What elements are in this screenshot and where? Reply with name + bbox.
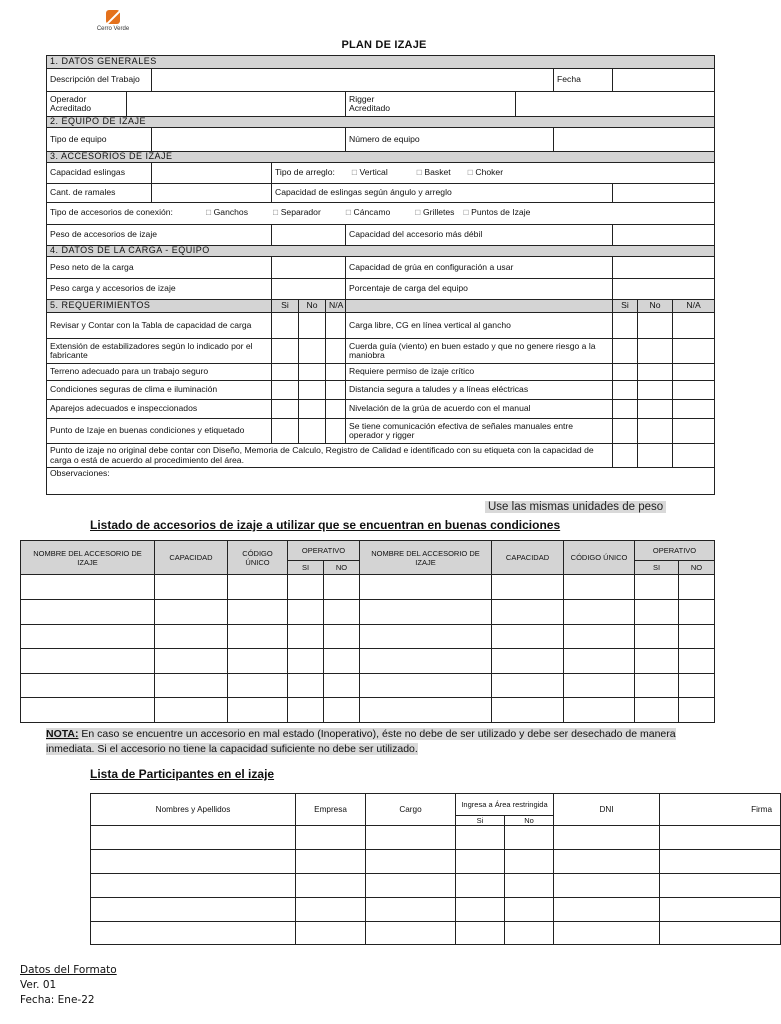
conexion-grilletes-option[interactable]	[415, 207, 455, 217]
section-equipo-izaje: 2. EQUIPO DE IZAJE	[47, 117, 715, 128]
req-no-cell[interactable]	[638, 419, 673, 444]
table-cell[interactable]	[679, 600, 715, 625]
table-cell[interactable]	[21, 600, 155, 625]
requerimiento-item: Condiciones seguras de clima e iluminación	[47, 381, 272, 400]
table-row	[21, 600, 715, 625]
table-cell[interactable]	[296, 898, 366, 922]
fecha-label: Fecha	[554, 69, 613, 92]
table-cell[interactable]	[660, 850, 781, 874]
section-datos-generales: 1. DATOS GENERALES	[47, 56, 715, 69]
operador-label-2: Acreditado	[50, 103, 92, 113]
requerimiento-item: Punto de Izaje en buenas condiciones y etiquetado	[47, 419, 272, 444]
table-cell[interactable]	[228, 649, 288, 674]
col-capacidad-2: CAPACIDAD	[492, 541, 564, 575]
puntos-izaje-label: Puntos de Izaje	[471, 207, 531, 218]
req-no-cell[interactable]	[299, 339, 326, 364]
table-row	[47, 313, 715, 339]
section-datos-carga: 4. DATOS DE LA CARGA - EQUIPO	[47, 246, 715, 257]
req-na-header: N/A	[326, 300, 346, 313]
requerimiento-item: Extensión de estabilizadores según lo indicado por el fabricante	[47, 339, 272, 364]
peso-neto-field[interactable]	[272, 257, 346, 279]
req-na-cell[interactable]	[673, 364, 715, 381]
req-no-header: No	[299, 300, 326, 313]
conexion-cancamo-option[interactable]	[345, 207, 390, 217]
req-na-cell[interactable]	[673, 313, 715, 339]
choker-label: Choker	[475, 166, 504, 177]
table-cell[interactable]	[324, 575, 360, 600]
conexion-ganchos-option[interactable]	[205, 207, 248, 217]
col-cargo: Cargo	[366, 794, 456, 826]
req-si-cell[interactable]	[272, 400, 299, 419]
table-cell[interactable]	[456, 874, 505, 898]
table-cell[interactable]	[492, 649, 564, 674]
col-nombre-accesorio-2: NOMBRE DEL ACCESORIO DE IZAJE	[360, 541, 492, 575]
table-cell[interactable]	[679, 674, 715, 698]
req-si-cell[interactable]	[613, 419, 638, 444]
req-si-cell[interactable]	[613, 339, 638, 364]
nota-paragraph	[46, 727, 696, 756]
separador-label: Separador	[280, 207, 321, 218]
table-cell[interactable]	[228, 625, 288, 649]
table-cell[interactable]	[228, 600, 288, 625]
table-cell[interactable]	[288, 625, 324, 649]
cant-ramales-field[interactable]	[152, 184, 272, 203]
table-cell[interactable]	[155, 600, 228, 625]
table-cell[interactable]	[288, 674, 324, 698]
checkbox-icon: ☐	[414, 210, 421, 218]
table-cell[interactable]	[360, 649, 492, 674]
req-si-cell[interactable]	[613, 364, 638, 381]
table-row	[91, 898, 781, 922]
table-cell[interactable]	[554, 922, 660, 945]
table-cell[interactable]	[492, 600, 564, 625]
company-logo	[90, 10, 136, 32]
requerimiento-item: Cuerda guía (viento) en buen estado y que no genere riesgo a la maniobra	[346, 339, 613, 364]
table-row	[21, 625, 715, 649]
numero-equipo-field[interactable]	[554, 128, 715, 152]
checkbox-icon: ☐	[416, 169, 423, 177]
table-cell[interactable]	[635, 674, 679, 698]
req-si-cell[interactable]	[272, 364, 299, 381]
table-cell[interactable]	[635, 600, 679, 625]
accesorios-table	[20, 540, 715, 723]
table-cell[interactable]	[296, 874, 366, 898]
nota-highlight	[46, 728, 676, 755]
table-cell[interactable]	[91, 874, 296, 898]
table-cell[interactable]	[660, 874, 781, 898]
requerimiento-item: Aparejos adecuados e inspeccionados	[47, 400, 272, 419]
capacidad-debil-field[interactable]	[613, 225, 715, 246]
req-si-cell[interactable]	[613, 313, 638, 339]
checkbox-icon: ☐	[467, 169, 474, 177]
peso-carga-field[interactable]	[272, 279, 346, 300]
capacidad-eslingas-field[interactable]	[152, 163, 272, 184]
table-cell[interactable]	[505, 826, 554, 850]
capacidad-debil-label: Capacidad del accesorio más débil	[346, 225, 613, 246]
observaciones-field[interactable]	[47, 468, 715, 495]
req-no-cell[interactable]	[299, 381, 326, 400]
table-cell[interactable]	[324, 674, 360, 698]
req-na-cell[interactable]	[673, 400, 715, 419]
table-cell[interactable]	[324, 600, 360, 625]
req-no-cell[interactable]	[299, 313, 326, 339]
table-cell[interactable]	[21, 625, 155, 649]
operador-label-1: Operador	[50, 93, 87, 104]
table-cell[interactable]	[505, 874, 554, 898]
col-ingresa-area: Ingresa a Área restringida	[456, 794, 554, 816]
porcentaje-label: Porcentaje de carga del equipo	[346, 279, 613, 300]
table-row	[91, 922, 781, 945]
descripcion-field[interactable]	[152, 69, 554, 92]
table-cell[interactable]	[366, 826, 456, 850]
cancamo-label: Cáncamo	[353, 207, 391, 218]
peso-accesorios-field[interactable]	[272, 225, 346, 246]
table-cell[interactable]	[360, 698, 492, 723]
participantes-table	[90, 793, 781, 945]
arreglo-basket-option[interactable]	[416, 167, 451, 177]
col-si-2: SI	[635, 561, 679, 575]
table-cell[interactable]	[288, 698, 324, 723]
req-si-cell[interactable]	[613, 381, 638, 400]
listado-accesorios-title: Listado de accesorios de izaje a utilizar que se encuentran en buenas condiciones	[90, 518, 561, 532]
unidades-peso-note: Use las mismas unidades de peso	[485, 501, 666, 513]
table-cell[interactable]	[366, 874, 456, 898]
table-cell[interactable]	[91, 922, 296, 945]
table-cell[interactable]	[456, 850, 505, 874]
format-version: Ver. 01	[20, 979, 57, 991]
participantes-title: Lista de Participantes en el izaje	[90, 767, 275, 781]
req-si-cell[interactable]	[272, 419, 299, 444]
table-cell[interactable]	[360, 625, 492, 649]
capacidad-grua-label: Capacidad de grúa en configuración a usar	[346, 257, 613, 279]
table-cell[interactable]	[296, 850, 366, 874]
fecha-field[interactable]	[613, 69, 715, 92]
table-cell[interactable]	[635, 698, 679, 723]
table-cell[interactable]	[91, 850, 296, 874]
table-cell[interactable]	[324, 698, 360, 723]
req-na-cell[interactable]	[673, 381, 715, 400]
capacidad-angulo-label: Capacidad de eslingas según ángulo y arreglo	[272, 184, 613, 203]
col-operativo-2: OPERATIVO	[635, 541, 715, 561]
table-cell[interactable]	[564, 698, 635, 723]
grilletes-label: Grilletes	[422, 207, 455, 218]
table-cell[interactable]	[635, 575, 679, 600]
table-cell[interactable]	[564, 600, 635, 625]
vertical-label: Vertical	[359, 166, 388, 177]
requerimiento-item: Carga libre, CG en línea vertical al gancho	[346, 313, 613, 339]
table-cell[interactable]	[155, 674, 228, 698]
req-si-cell[interactable]	[272, 313, 299, 339]
table-cell[interactable]	[660, 898, 781, 922]
page-title: PLAN DE IZAJE	[341, 39, 427, 51]
col-no-2: NO	[679, 561, 715, 575]
observaciones-label: Observaciones:	[50, 468, 110, 478]
operador-field[interactable]	[127, 92, 346, 117]
col-ingresa-si: Si	[456, 816, 505, 826]
table-cell[interactable]	[564, 649, 635, 674]
checkbox-icon: ☐	[272, 210, 279, 218]
table-cell[interactable]	[505, 922, 554, 945]
table-cell[interactable]	[505, 898, 554, 922]
table-cell[interactable]	[456, 826, 505, 850]
req-no-cell[interactable]	[638, 400, 673, 419]
peso-carga-label: Peso carga y accesorios de izaje	[47, 279, 272, 300]
tipo-equipo-field[interactable]	[152, 128, 346, 152]
table-cell[interactable]	[679, 625, 715, 649]
tipo-conexion-row	[47, 203, 715, 225]
table-row	[91, 850, 781, 874]
table-cell[interactable]	[288, 649, 324, 674]
ganchos-label: Ganchos	[213, 207, 249, 218]
conexion-puntos-option[interactable]	[463, 207, 531, 217]
table-cell[interactable]	[21, 649, 155, 674]
req-no-header-2: No	[638, 300, 673, 313]
tipo-arreglo-row	[272, 163, 715, 184]
punto-original-note: Punto de izaje no original debe contar con Diseño, Memoria de Calculo, Registro de Calidad e identificado con su etiqueta con la capacidad de carga o está de acuerdo al procedimiento del área.	[47, 444, 613, 468]
table-row	[47, 364, 715, 381]
table-cell[interactable]	[91, 826, 296, 850]
table-cell[interactable]	[492, 625, 564, 649]
table-cell[interactable]	[366, 850, 456, 874]
col-codigo-unico-2: CÓDIGO ÚNICO	[564, 541, 635, 575]
cant-ramales-label: Cant. de ramales	[47, 184, 152, 203]
col-ingresa-no: No	[505, 816, 554, 826]
nota-text: En caso se encuentre un accesorio en mal estado (Inoperativo), éste no debe de ser utilizado y debe ser desechado de manera inmediata. Si el accesorio no tiene la capacidad suficiente no debe ser utilizado.	[46, 728, 676, 755]
requerimiento-item: Distancia segura a taludes y a líneas eléctricas	[346, 381, 613, 400]
table-cell[interactable]	[360, 600, 492, 625]
table-cell[interactable]	[288, 600, 324, 625]
requerimiento-item: Nivelación de la grúa de acuerdo con el manual	[346, 400, 613, 419]
table-row	[47, 419, 715, 444]
table-cell[interactable]	[21, 575, 155, 600]
table-cell[interactable]	[21, 698, 155, 723]
table-cell[interactable]	[554, 826, 660, 850]
table-cell[interactable]	[228, 674, 288, 698]
req-no-cell[interactable]	[638, 381, 673, 400]
checkbox-icon: ☐	[205, 210, 212, 218]
table-cell[interactable]	[679, 649, 715, 674]
table-cell[interactable]	[492, 674, 564, 698]
conexion-separador-option[interactable]	[272, 207, 320, 217]
table-cell[interactable]	[564, 625, 635, 649]
table-cell[interactable]	[288, 575, 324, 600]
col-nombres: Nombres y Apellidos	[91, 794, 296, 826]
col-nombre-accesorio: NOMBRE DEL ACCESORIO DE IZAJE	[21, 541, 155, 575]
col-codigo-unico: CÓDIGO ÚNICO	[228, 541, 288, 575]
table-cell[interactable]	[456, 898, 505, 922]
req-no-cell[interactable]	[638, 339, 673, 364]
requerimiento-item: Requiere permiso de izaje crítico	[346, 364, 613, 381]
col-firma: Firma	[660, 794, 781, 826]
req-na-cell[interactable]	[673, 339, 715, 364]
table-cell[interactable]	[360, 575, 492, 600]
logo-icon	[106, 10, 120, 24]
porcentaje-field[interactable]	[613, 279, 715, 300]
peso-neto-label: Peso neto de la carga	[47, 257, 272, 279]
table-cell[interactable]	[660, 826, 781, 850]
rigger-field[interactable]	[516, 92, 715, 117]
table-row	[21, 575, 715, 600]
req-si-header: Si	[272, 300, 299, 313]
rigger-label-1: Rigger	[349, 93, 375, 104]
req-si-cell[interactable]	[613, 400, 638, 419]
checkbox-icon: ☐	[351, 169, 358, 177]
req-si-cell[interactable]	[272, 381, 299, 400]
table-row	[21, 649, 715, 674]
table-row	[47, 339, 715, 364]
checkbox-icon: ☐	[462, 210, 470, 218]
requerimiento-item: Se tiene comunicación efectiva de señales manuales entre operador y rigger	[346, 419, 613, 444]
requerimiento-item: Revisar y Contar con la Tabla de capacidad de carga	[47, 313, 272, 339]
req-na-cell[interactable]	[326, 364, 346, 381]
table-cell[interactable]	[155, 625, 228, 649]
table-cell[interactable]	[635, 649, 679, 674]
col-operativo: OPERATIVO	[288, 541, 360, 561]
req-si-cell[interactable]	[272, 339, 299, 364]
req-na-cell[interactable]	[326, 339, 346, 364]
plan-izaje-form	[46, 55, 715, 495]
tipo-arreglo-label: Tipo de arreglo:	[275, 166, 335, 177]
requerimiento-item: Terreno adecuado para un trabajo seguro	[47, 364, 272, 381]
table-cell[interactable]	[635, 625, 679, 649]
arreglo-vertical-option[interactable]	[351, 167, 387, 177]
table-cell[interactable]	[456, 922, 505, 945]
req-no-cell[interactable]	[638, 364, 673, 381]
req-no-cell[interactable]	[299, 400, 326, 419]
numero-equipo-label: Número de equipo	[346, 128, 554, 152]
table-row	[21, 674, 715, 698]
basket-label: Basket	[424, 166, 451, 177]
col-no: NO	[324, 561, 360, 575]
req-na-cell[interactable]	[326, 400, 346, 419]
tipo-conexion-label: Tipo de accesorios de conexión:	[50, 207, 173, 218]
table-cell[interactable]	[564, 674, 635, 698]
table-cell[interactable]	[660, 922, 781, 945]
table-cell[interactable]	[492, 698, 564, 723]
table-cell[interactable]	[91, 898, 296, 922]
tipo-equipo-label: Tipo de equipo	[47, 128, 152, 152]
table-cell[interactable]	[492, 575, 564, 600]
section-accesorios-izaje: 3. ACCESORIOS DE IZAJE	[47, 152, 715, 163]
table-cell[interactable]	[296, 826, 366, 850]
table-cell[interactable]	[155, 649, 228, 674]
section-requerimientos: 5. REQUERIMIENTOS	[47, 300, 272, 313]
table-cell[interactable]	[505, 850, 554, 874]
peso-accesorios-label: Peso de accesorios de izaje	[47, 225, 272, 246]
capacidad-grua-field[interactable]	[613, 257, 715, 279]
req-na-header-2: N/A	[673, 300, 715, 313]
capacidad-eslingas-label: Capacidad eslingas	[47, 163, 152, 184]
checkbox-icon: ☐	[345, 210, 352, 218]
req-no-cell[interactable]	[638, 313, 673, 339]
table-row	[91, 874, 781, 898]
req-header-spacer	[346, 300, 613, 313]
table-cell[interactable]	[228, 698, 288, 723]
table-cell[interactable]	[679, 575, 715, 600]
col-dni: DNI	[554, 794, 660, 826]
datos-formato-title: Datos del Formato	[20, 964, 117, 976]
col-empresa: Empresa	[296, 794, 366, 826]
rigger-label	[346, 92, 516, 117]
req-na-cell[interactable]	[326, 313, 346, 339]
table-cell[interactable]	[554, 874, 660, 898]
table-cell[interactable]	[324, 625, 360, 649]
table-cell[interactable]	[155, 698, 228, 723]
operador-label	[47, 92, 127, 117]
capacidad-angulo-field[interactable]	[613, 184, 715, 203]
col-si: SI	[288, 561, 324, 575]
req-na-cell[interactable]	[326, 381, 346, 400]
table-cell[interactable]	[21, 674, 155, 698]
table-cell[interactable]	[564, 575, 635, 600]
arreglo-choker-option[interactable]	[467, 167, 503, 177]
table-cell[interactable]	[296, 922, 366, 945]
req-no-cell[interactable]	[638, 444, 673, 468]
table-cell[interactable]	[554, 898, 660, 922]
table-row	[47, 444, 715, 468]
table-row	[47, 400, 715, 419]
req-no-cell[interactable]	[299, 364, 326, 381]
nota-label: NOTA:	[46, 728, 79, 740]
table-row	[21, 698, 715, 723]
table-cell[interactable]	[228, 575, 288, 600]
req-si-header-2: Si	[613, 300, 638, 313]
descripcion-label: Descripción del Trabajo	[47, 69, 152, 92]
logo-text: Cerro Verde	[96, 26, 130, 32]
table-cell[interactable]	[366, 898, 456, 922]
table-cell[interactable]	[360, 674, 492, 698]
req-na-cell[interactable]	[673, 444, 715, 468]
datos-formato	[20, 963, 117, 1008]
table-cell[interactable]	[679, 698, 715, 723]
table-cell[interactable]	[366, 922, 456, 945]
format-date: Fecha: Ene-22	[20, 994, 95, 1006]
table-cell[interactable]	[324, 649, 360, 674]
req-na-cell[interactable]	[673, 419, 715, 444]
table-row	[91, 826, 781, 850]
table-cell[interactable]	[155, 575, 228, 600]
table-cell[interactable]	[554, 850, 660, 874]
rigger-label-2: Acreditado	[349, 103, 391, 113]
table-row	[47, 381, 715, 400]
col-capacidad: CAPACIDAD	[155, 541, 228, 575]
req-si-cell[interactable]	[613, 444, 638, 468]
req-no-cell[interactable]	[299, 419, 326, 444]
req-na-cell[interactable]	[326, 419, 346, 444]
